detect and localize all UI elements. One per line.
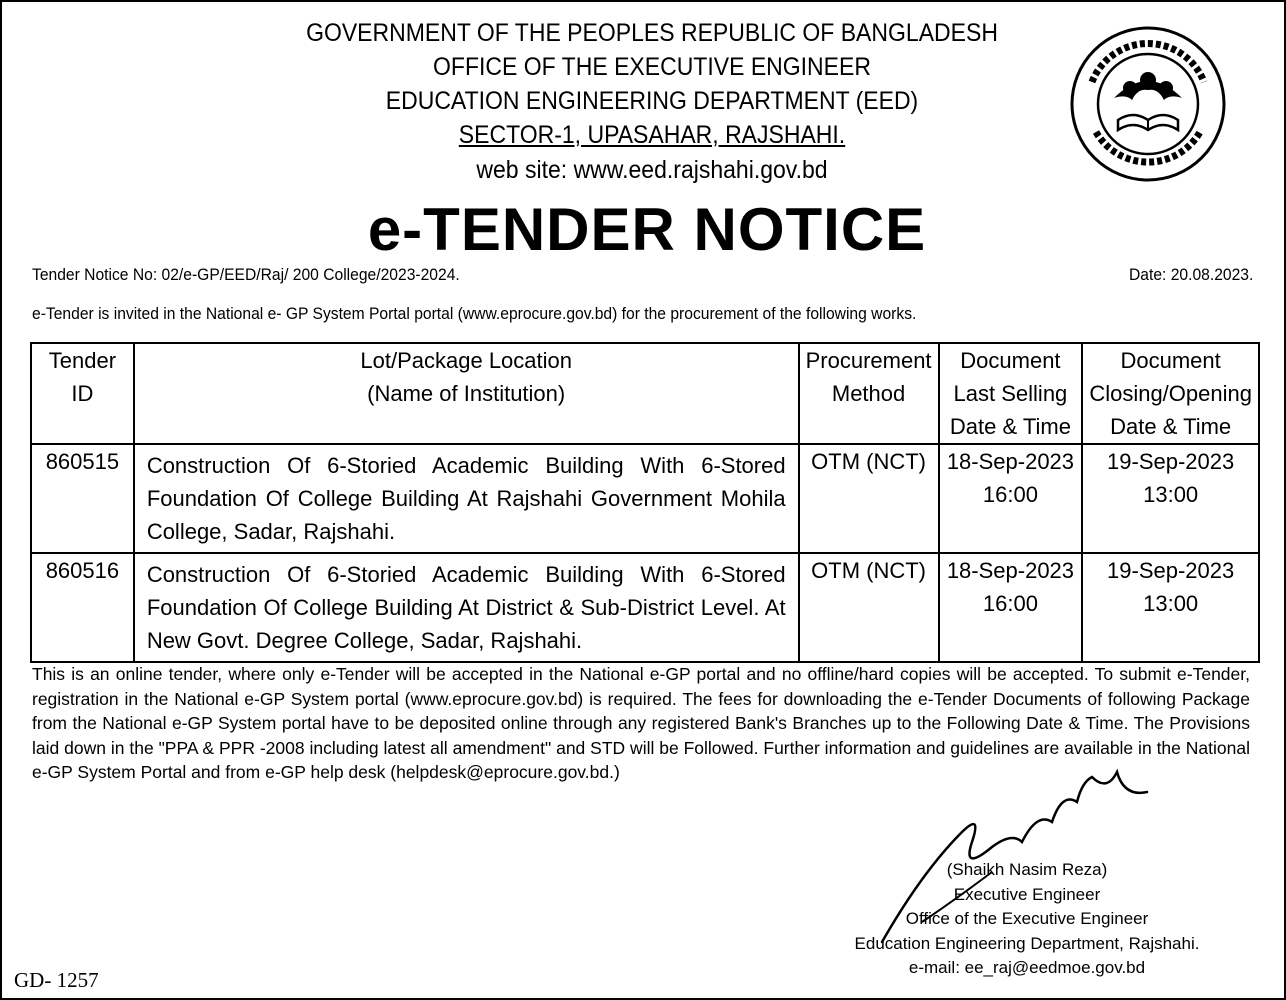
header-tender-id: Tender ID (31, 343, 134, 444)
footer-code: GD- 1257 (14, 968, 99, 992)
package-location: Construction Of 6-Storied Academic Building With 6-Stored Foundation Of College Building At District & Sub-District Level. At New Govt. Degree College, Sadar, Rajshahi. (134, 553, 799, 662)
signatory-office: Office of the Executive Engineer (905, 909, 1149, 928)
tender-id: 860516 (31, 553, 134, 662)
selling-date-time: 18-Sep-2023 16:00 (939, 553, 1083, 662)
notice-date: Date: 20.08.2023. (1129, 265, 1254, 284)
header-closing-date: Document Closing/Opening Date & Time (1082, 343, 1259, 444)
signatory-block (852, 858, 1202, 981)
terms-paragraph: This is an online tender, where only e-Tender will be accepted in the National e-GP portal and no offline/hard copies will be accepted. To submit e-Tender, registration in the National e-GP System portal (www.eprocure.gov.bd) is required. The fees for downloading the e-Tender Documents of following Package from the National e-GP System portal have to be deposited online through any registered Bank's Branches up to the Following Date & Time. The Provisions laid down in the "PPA & PPR -2008 including latest all amendment" and STD will be Followed. Further information and guidelines are available in the National e-GP System Portal and from e-GP help desk (helpdesk@eprocure.gov.bd.) (32, 664, 1250, 782)
header-government: GOVERNMENT OF THE PEOPLES REPUBLIC OF BANGLADESH (306, 19, 998, 47)
tender-table (30, 342, 1260, 663)
notice-title: e-TENDER NOTICE (367, 196, 927, 263)
header-selling-date: Document Last Selling Date & Time (939, 343, 1083, 444)
header-address: SECTOR-1, UPASAHAR, RAJSHAHI. (458, 121, 846, 149)
signatory-department: Education Engineering Department, Rajshahi. (854, 933, 1200, 953)
header-department: EDUCATION ENGINEERING DEPARTMENT (EED) (385, 87, 919, 115)
signatory-name: (Shaikh Nasim Reza) (946, 860, 1108, 879)
header-website: web site: www.eed.rajshahi.gov.bd (476, 156, 828, 184)
header-location: Lot/Package Location (Name of Institution) (134, 343, 799, 444)
signatory-email: e-mail: ee_raj@eedmoe.gov.bd (908, 958, 1146, 977)
procurement-method: OTM (NCT) (799, 444, 939, 553)
department-seal-icon (1068, 24, 1228, 184)
procurement-method: OTM (NCT) (799, 553, 939, 662)
signatory-designation: Executive Engineer (953, 884, 1101, 904)
header-office: OFFICE OF THE EXECUTIVE ENGINEER (433, 53, 871, 81)
header-method: Procurement Method (799, 343, 939, 444)
package-location: Construction Of 6-Storied Academic Building With 6-Stored Foundation Of College Building At Rajshahi Government Mohila College, Sadar, Rajshahi. (134, 444, 799, 553)
selling-date-time: 18-Sep-2023 16:00 (939, 444, 1083, 553)
intro-text: e-Tender is invited in the National e- GP System Portal portal (www.eprocure.gov.bd) for the procurement of the following works. (32, 304, 917, 323)
table-row (31, 553, 1259, 662)
tender-reference: Tender Notice No: 02/e-GP/EED/Raj/ 200 College/2023-2024. (32, 265, 460, 284)
table-header-row (31, 343, 1259, 444)
table-row (31, 444, 1259, 553)
tender-id: 860515 (31, 444, 134, 553)
closing-date-time: 19-Sep-2023 13:00 (1082, 444, 1259, 553)
closing-date-time: 19-Sep-2023 13:00 (1082, 553, 1259, 662)
